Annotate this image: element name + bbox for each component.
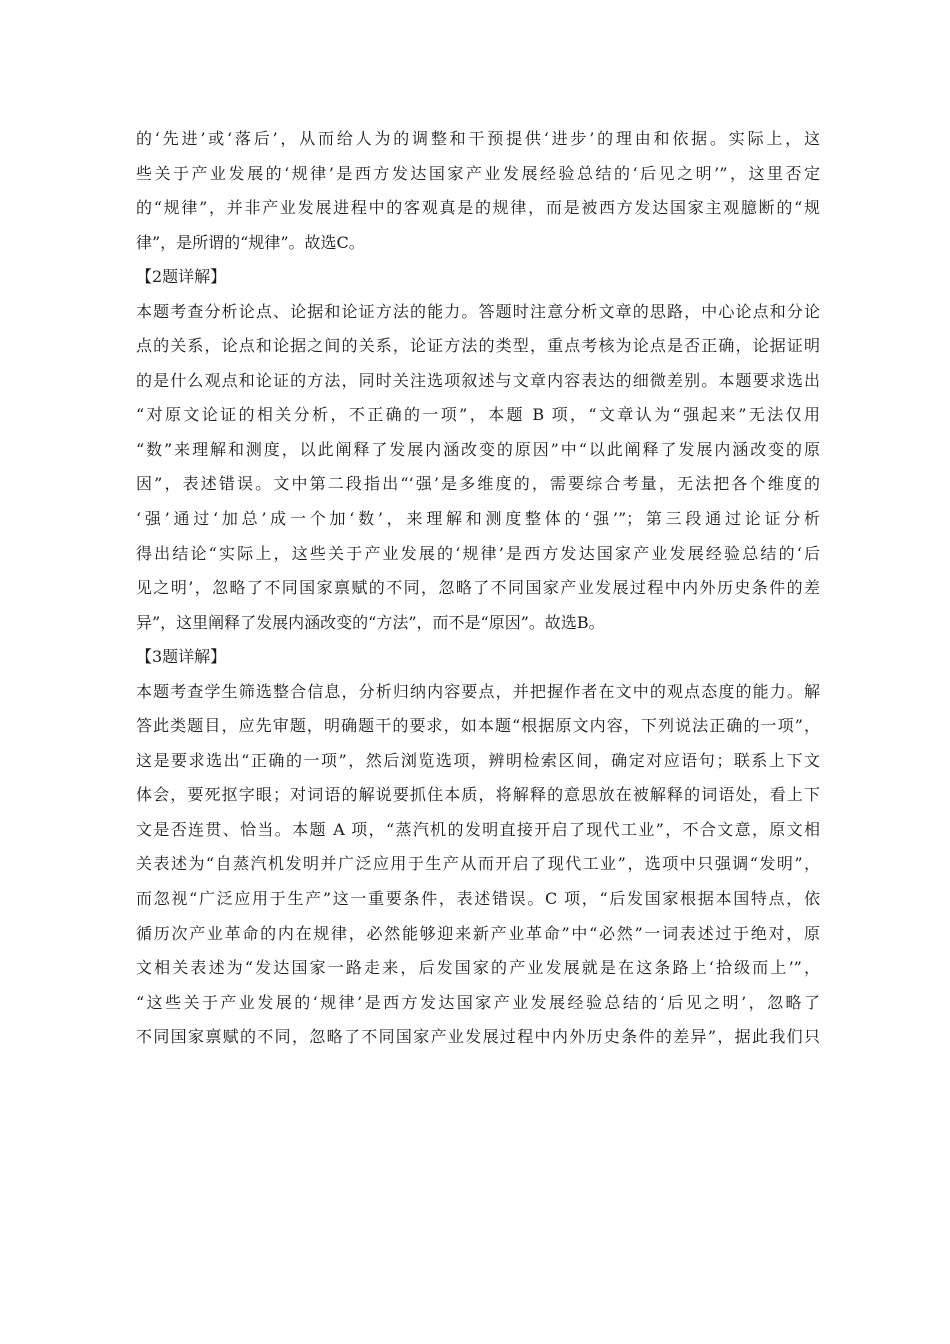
text-line: 答此类题目，应先审题，明确题干的要求，如本题“根据原文内容，下列说法正确的一项”， [136,716,820,736]
text-line: 的“规律”，并非产业发展进程中的客观真是的规律，而是被西方发达国家主观臆断的“规 [136,198,820,218]
text-line: 点的关系，论点和论据之间的关系，论证方法的类型，重点考核为论点是否正确，论据证明 [136,336,820,356]
document-body [136,122,820,1055]
text-line: 得出结论“实际上，这些关于产业发展的‘规律’是西方发达国家产业发展经验总结的‘后 [136,543,820,563]
text-line: 文是否连贯、恰当。本题 A 项，“蒸汽机的发明直接开启了现代工业”，不合文意，原文相 [136,819,820,839]
text-line: 的‘先进’或‘落后’，从而给人为的调整和干预提供‘进步’的理由和依据。实际上，这 [136,129,820,148]
text-line: 因”，表述错误。文中第二段指出“‘强’是多维度的，需要综合考量，无法把各个维度的 [136,474,820,494]
text-line: 本题考查分析论点、论据和论证方法的能力。答题时注意分析文章的思路，中心论点和分论 [136,301,820,321]
section-heading: 【3题详解】 [136,647,227,667]
text-line: 异”，这里阐释了发展内涵改变的“方法”，而不是“原因”。故选B。 [136,612,605,632]
text-line: 些关于产业发展的‘规律’是西方发达国家产业发展经验总结的‘后见之明’”，这里否定 [136,163,820,183]
text-line: 而忽视“广泛应用于生产”这一重要条件，表述错误。C 项，“后发国家根据本国特点，依 [136,889,820,909]
text-line: 律”，是所谓的“规律”。故选C。 [136,232,365,252]
text-line: “数”来理解和测度，以此阐释了发展内涵改变的原因”中“以此阐释了发展内涵改变的原 [136,439,820,459]
text-line: 的是什么观点和论证的方法，同时关注选项叙述与文章内容表达的细微差别。本题要求选出 [136,370,820,390]
section-heading: 【2题详解】 [136,267,227,287]
text-line: 这是要求选出“正确的一项”，然后浏览选项，辨明检索区间，确定对应语句；联系上下文 [136,750,820,770]
text-line: ‘强’通过‘加总’成一个加‘数’，来理解和测度整体的‘强’”；第三段通过论证分析 [136,509,820,529]
text-line: “对原文论证的相关分析，不正确的一项”，本题 B 项，“文章认为“强起来”无法仅用 [136,405,820,425]
text-line: 文相关表述为“发达国家一路走来，后发国家的产业发展就是在这条路上‘拾级而上’”， [136,958,820,978]
text-line: 体会，要死抠字眼；对词语的解说要抓住本质，将解释的意思放在被解释的词语处，看上下 [136,785,820,805]
text-line: “这些关于产业发展的‘规律’是西方发达国家产业发展经验总结的‘后见之明’，忽略了 [136,992,820,1012]
text-line: 见之明’，忽略了不同国家禀赋的不同，忽略了不同国家产业发展过程中内外历史条件的差 [136,578,820,598]
text-line: 循历次产业革命的内在规律，必然能够迎来新产业革命”中“必然”一词表述过于绝对，原 [136,923,820,943]
text-line: 关表述为“自蒸汽机发明并广泛应用于生产从而开启了现代工业”，选项中只强调“发明”， [136,854,820,874]
text-line: 不同国家禀赋的不同，忽略了不同国家产业发展过程中内外历史条件的差异”，据此我们只 [136,1027,820,1047]
text-line: 本题考查学生筛选整合信息，分析归纳内容要点，并把握作者在文中的观点态度的能力。解 [136,681,820,701]
